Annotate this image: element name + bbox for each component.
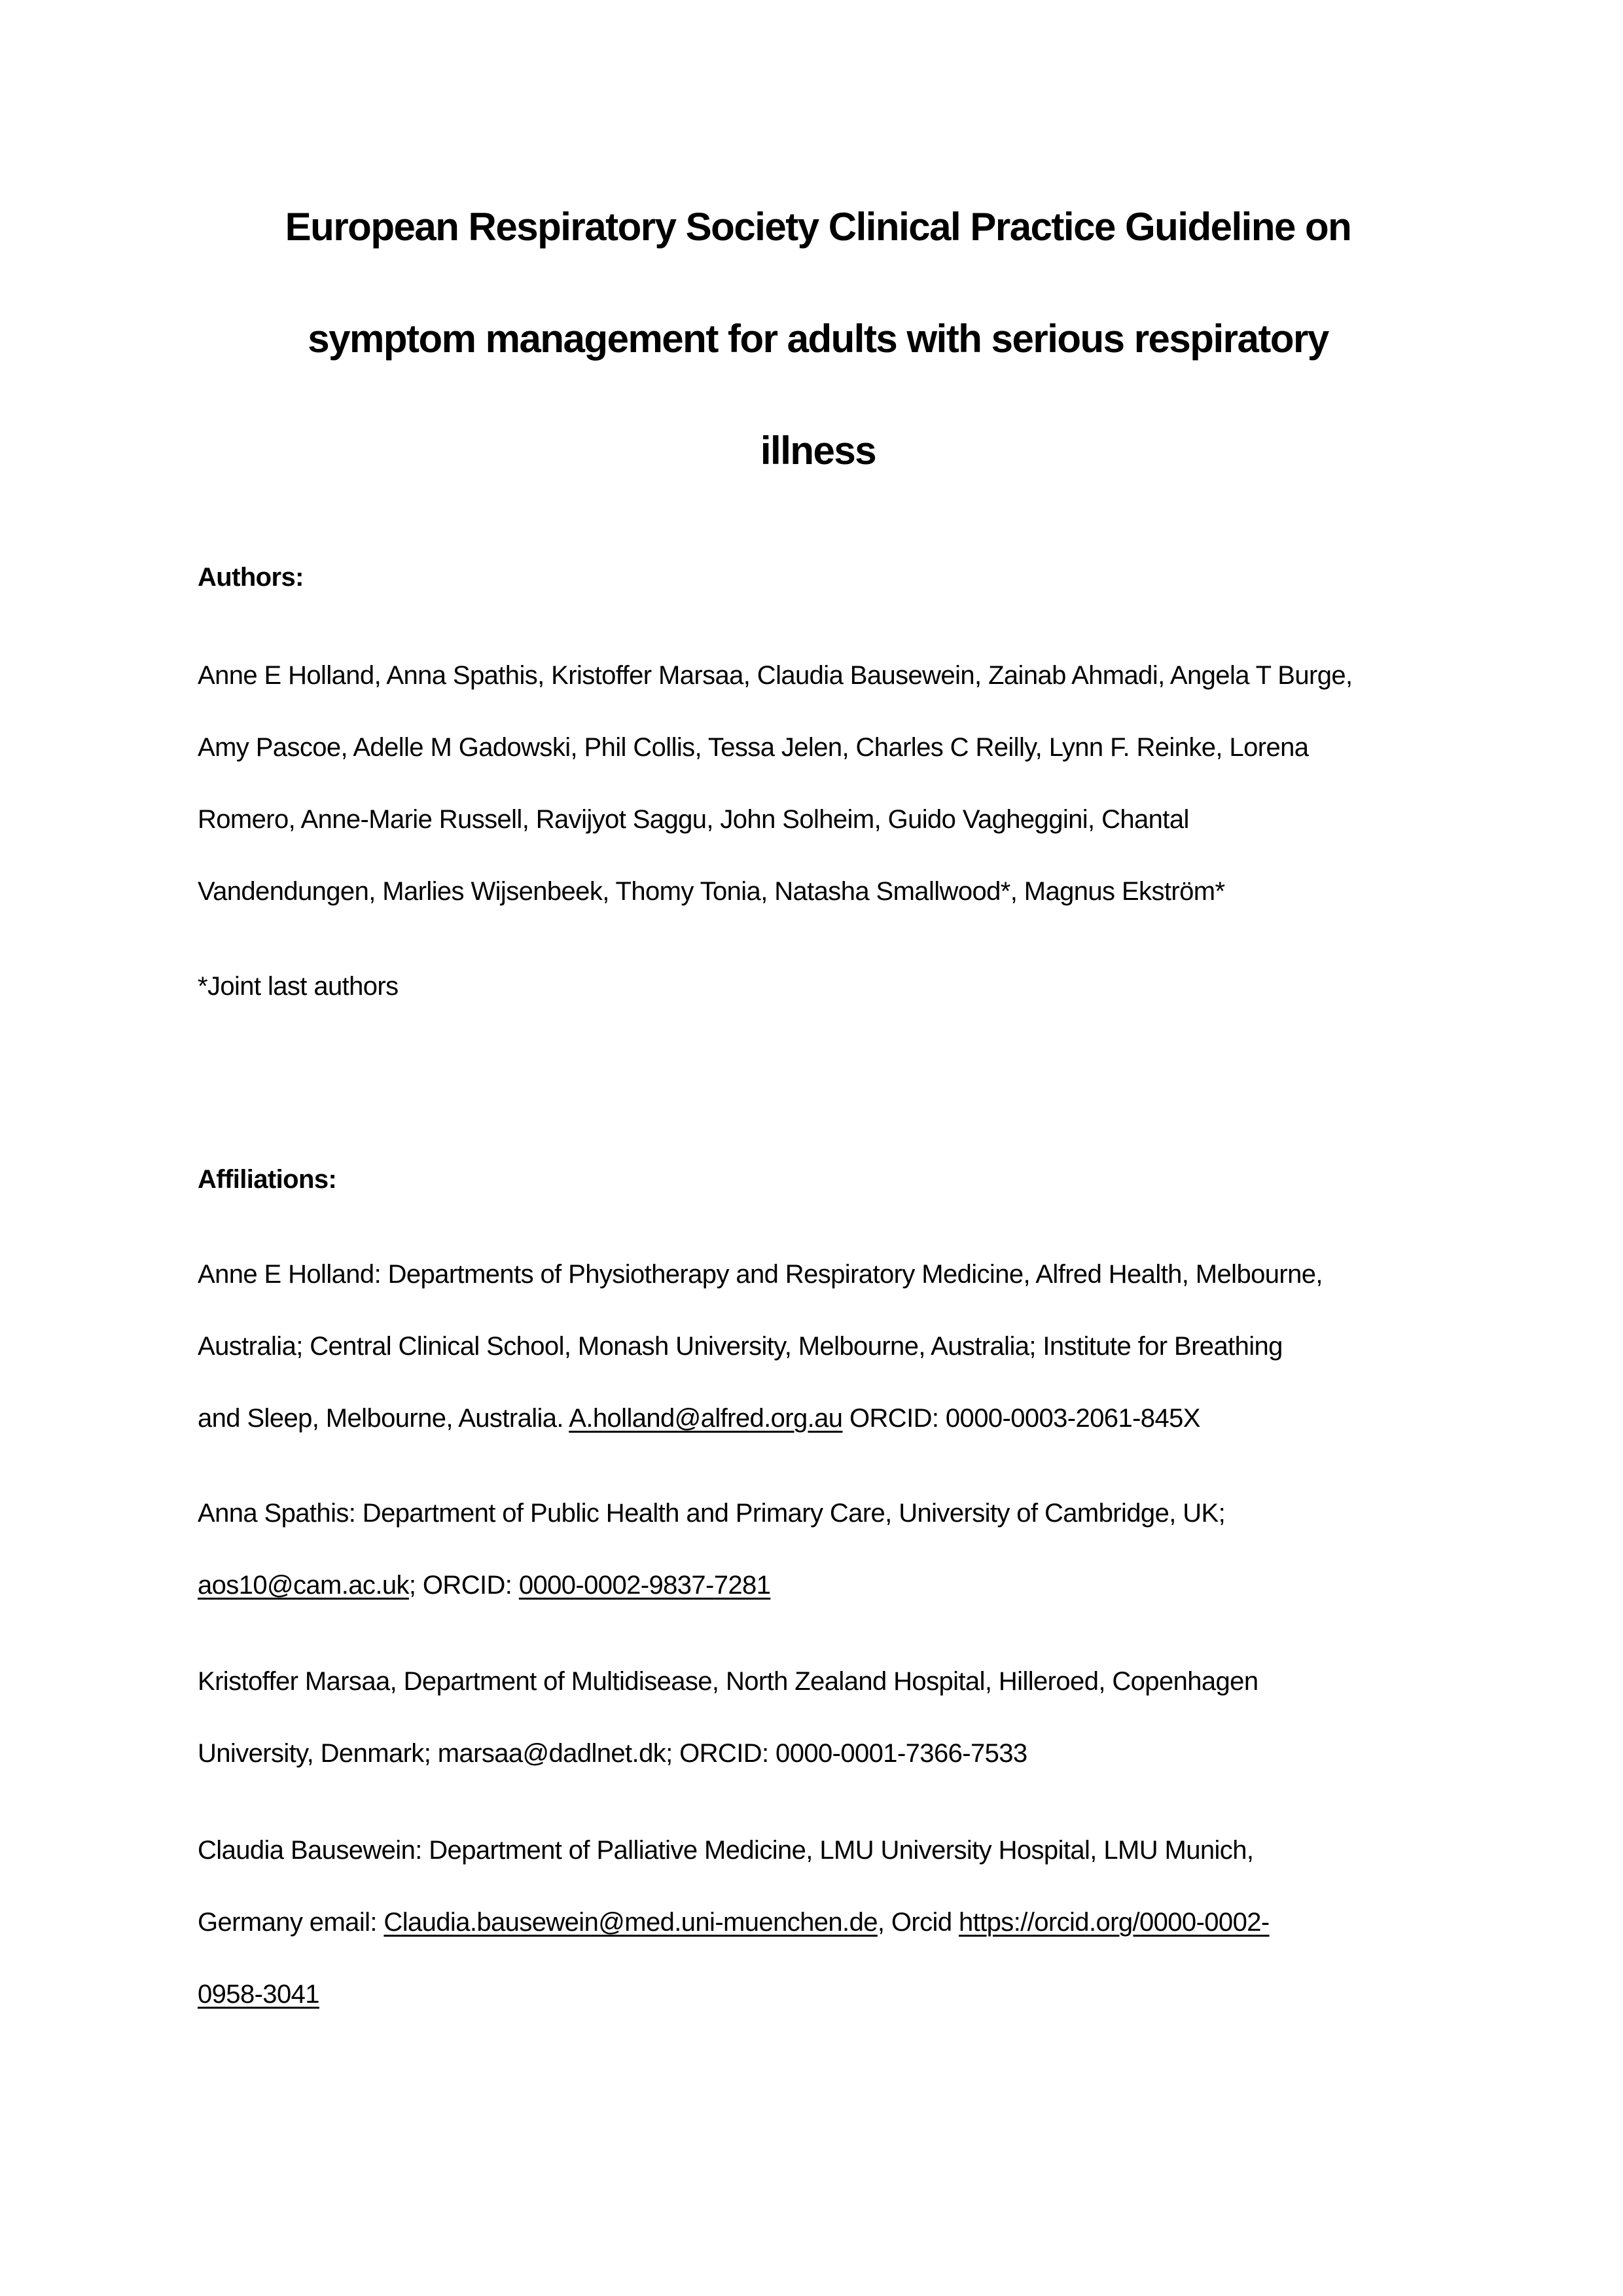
- authors-line-1: Anne E Holland, Anna Spathis, Kristoffer Marsaa, Claudia Bausewein, Zainab Ahmadi, Angela T Burge,: [198, 661, 1353, 690]
- bausewein-email-label: Germany email:: [198, 1908, 384, 1937]
- joint-authors-footnote: *Joint last authors: [198, 972, 399, 1001]
- spathis-email-link[interactable]: aos10@cam.ac.uk: [198, 1571, 409, 1600]
- title-line-2: symptom management for adults with serious respiratory: [308, 317, 1329, 361]
- marsaa-affiliation-line-1: Kristoffer Marsaa, Department of Multidisease, North Zealand Hospital, Hilleroed, Copenhagen: [198, 1667, 1258, 1696]
- authors-line-4: Vandendungen, Marlies Wijsenbeek, Thomy Tonia, Natasha Smallwood*, Magnus Ekström*: [198, 877, 1225, 906]
- spathis-affiliation-line-1: Anna Spathis: Department of Public Health and Primary Care, University of Cambridge, UK;: [198, 1499, 1226, 1528]
- spathis-orcid-link[interactable]: 0000-0002-9837-7281: [518, 1571, 771, 1600]
- holland-affiliation-line-3: [198, 1404, 1200, 1433]
- authors-heading: Authors:: [198, 563, 304, 592]
- holland-email-link[interactable]: A.holland@alfred.org.au: [569, 1404, 843, 1433]
- bausewein-affiliation-line-1: Claudia Bausewein: Department of Palliative Medicine, LMU University Hospital, LMU Munich,: [198, 1836, 1254, 1865]
- title-line-1: European Respiratory Society Clinical Practice Guideline on: [285, 205, 1351, 249]
- authors-line-2: Amy Pascoe, Adelle M Gadowski, Phil Collis, Tessa Jelen, Charles C Reilly, Lynn F. Reinke, Lorena: [198, 733, 1309, 762]
- holland-orcid: ORCID: 0000-0003-2061-845X: [842, 1404, 1200, 1433]
- holland-affiliation-line-1: Anne E Holland: Departments of Physiotherapy and Respiratory Medicine, Alfred Health, Melbourne,: [198, 1260, 1323, 1289]
- holland-affiliation-line-2: Australia; Central Clinical School, Monash University, Melbourne, Australia; Institute for Breathing: [198, 1332, 1283, 1361]
- spathis-affiliation-line-2: [198, 1571, 770, 1600]
- marsaa-affiliation-line-2: University, Denmark; marsaa@dadlnet.dk; ORCID: 0000-0001-7366-7533: [198, 1739, 1027, 1768]
- bausewein-affiliation-line-2: [198, 1908, 1270, 1937]
- authors-line-3: Romero, Anne-Marie Russell, Ravijyot Saggu, John Solheim, Guido Vagheggini, Chantal: [198, 805, 1189, 834]
- bausewein-email-link[interactable]: Claudia.bausewein@med.uni-muenchen.de: [383, 1908, 878, 1937]
- title-line-3: illness: [760, 429, 876, 473]
- bausewein-orcid-link-part2[interactable]: 0958-3041: [198, 1980, 319, 2009]
- bausewein-affiliation-line-3: [198, 1980, 319, 2009]
- bausewein-orcid-link-part1[interactable]: https://orcid.org/0000-0002-: [958, 1908, 1270, 1937]
- affiliations-heading: Affiliations:: [198, 1165, 337, 1194]
- spathis-orcid-label: ; ORCID:: [408, 1571, 519, 1600]
- bausewein-orcid-label: , Orcid: [877, 1908, 959, 1937]
- holland-affiliation-text: and Sleep, Melbourne, Australia.: [198, 1404, 569, 1433]
